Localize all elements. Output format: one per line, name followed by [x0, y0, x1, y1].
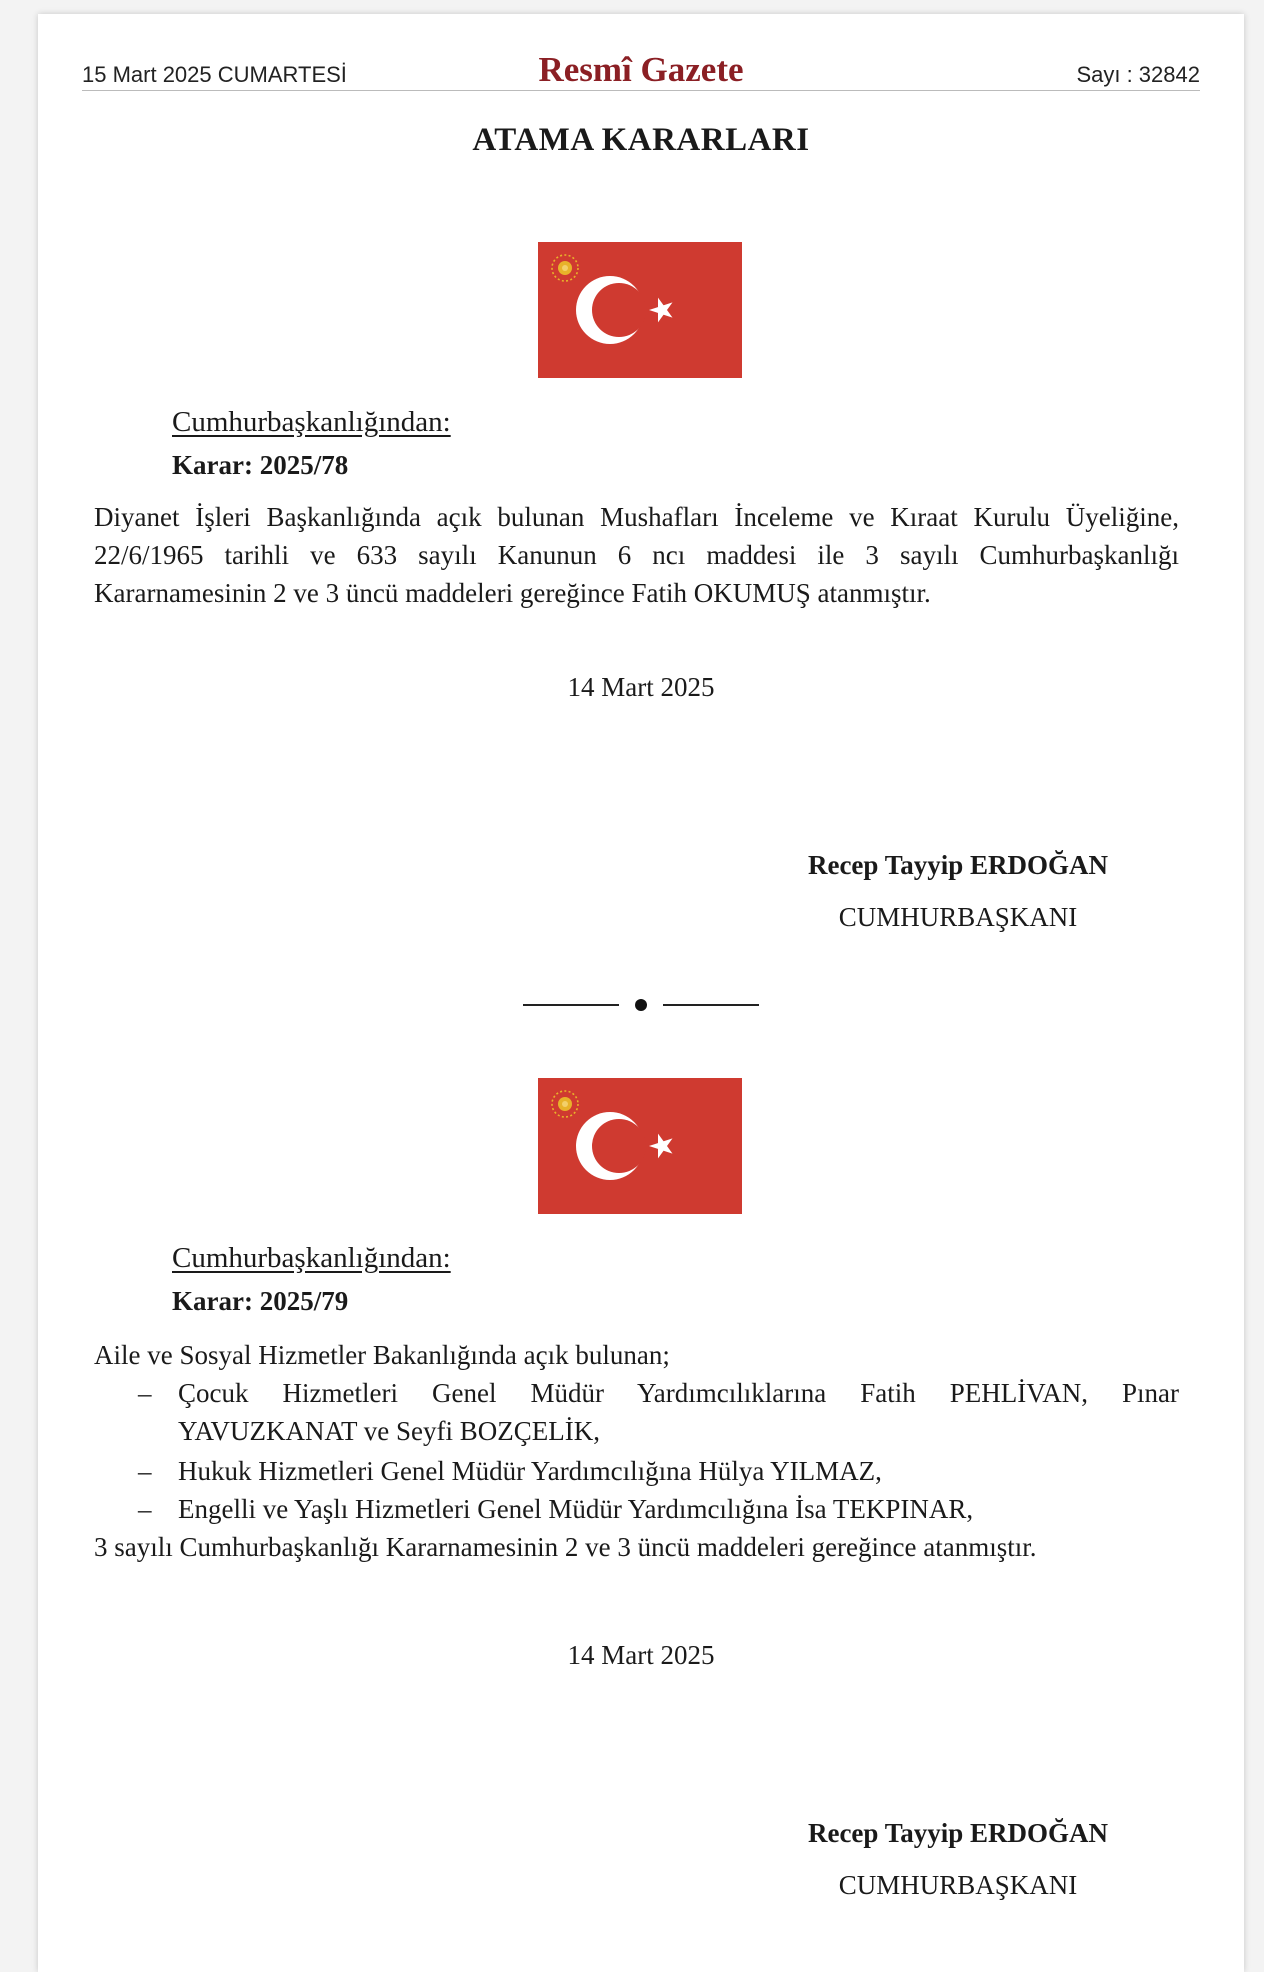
list-dash: –	[138, 1378, 152, 1408]
list-item-line: Çocuk Hizmetleri Genel Müdür Yardımcılıklarına Fatih PEHLİVAN, Pınar	[178, 1378, 1179, 1408]
issue-number: Sayı : 32842	[1076, 62, 1200, 87]
decree-body	[94, 498, 1179, 612]
list-dash: –	[138, 1494, 152, 1524]
decree-closing: 3 sayılı Cumhurbaşkanlığı Kararnamesinin 2 ve 3 üncü maddeleri gereğince atanmıştır.	[94, 1532, 1037, 1562]
page-title: ATAMA KARARLARI	[472, 122, 810, 158]
list-item	[94, 1374, 1179, 1450]
issuer-heading: Cumhurbaşkanlığından:	[172, 406, 451, 438]
list-item	[94, 1452, 1179, 1490]
body-line: Kararnamesinin 2 ve 3 üncü maddeleri gereğince Fatih OKUMUŞ atanmıştır.	[94, 578, 931, 608]
presidential-flag-icon	[538, 242, 742, 378]
presidential-flag-icon	[538, 1078, 742, 1214]
signatory-title: CUMHURBAŞKANI	[838, 902, 1078, 932]
issue-date: 15 Mart 2025 CUMARTESİ	[82, 62, 347, 87]
list-dash: –	[138, 1456, 152, 1486]
signatory-name: Recep Tayyip ERDOĞAN	[807, 850, 1109, 880]
decree-separator	[38, 996, 1244, 1026]
list-item-line: Engelli ve Yaşlı Hizmetleri Genel Müdür Yardımcılığına İsa TEKPINAR,	[178, 1494, 974, 1524]
signatory-title: CUMHURBAŞKANI	[838, 1870, 1078, 1900]
list-item	[94, 1490, 1179, 1528]
decree-date: 14 Mart 2025	[567, 1640, 715, 1670]
decree-date: 14 Mart 2025	[567, 672, 715, 702]
gazette-header	[82, 36, 1200, 91]
issuer-heading: Cumhurbaşkanlığından:	[172, 1242, 451, 1274]
list-item-line: Hukuk Hizmetleri Genel Müdür Yardımcılığına Hülya YILMAZ,	[178, 1456, 882, 1486]
gazette-page	[38, 14, 1244, 1972]
decree-number: Karar: 2025/79	[172, 1286, 349, 1316]
decree-intro: Aile ve Sosyal Hizmetler Bakanlığında açık bulunan;	[94, 1340, 670, 1370]
masthead-title: Resmî Gazete	[538, 50, 744, 89]
body-line: Diyanet İşleri Başkanlığında açık bulunan Mushafları İnceleme ve Kıraat Kurulu Üyeliğine,	[94, 502, 1179, 532]
signatory-name: Recep Tayyip ERDOĞAN	[807, 1818, 1109, 1848]
decree-number: Karar: 2025/78	[172, 450, 349, 480]
list-item-line: YAVUZKANAT ve Seyfi BOZÇELİK,	[178, 1416, 600, 1446]
body-line: 22/6/1965 tarihli ve 633 sayılı Kanunun 6 ncı maddesi ile 3 sayılı Cumhurbaşkanlığı	[94, 540, 1179, 570]
bullet-icon	[635, 999, 647, 1011]
